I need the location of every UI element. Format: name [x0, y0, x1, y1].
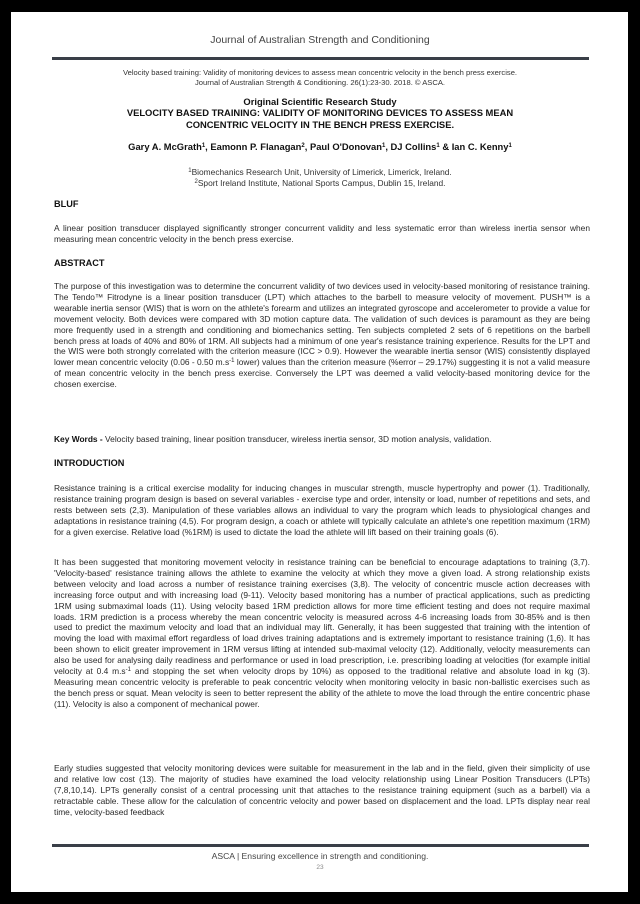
intro-paragraph-1: Resistance training is a critical exercise modality for inducing changes in muscular strength, muscle hypertrophy and power (1). Traditionally, resistance training program design is based on several variables - exercise type and order, intensity or load, number of repetitions and sets, and rests between sets (2,3). Manipulation of these variables allows an individual to vary the program which leads to physiological changes and adaptations in resistance training (4,5). For program design, a coach or athlete will typically calculate an athlete's one repetition maximum (1RM) for a given exercise. Relative load (%1RM) is used to dictate the load the athlete will lift based on their training goals (6).	[54, 483, 590, 537]
citation	[52, 68, 588, 88]
affiliations	[52, 167, 588, 190]
abstract-text: The purpose of this investigation was to determine the concurrent validity of two devices used in velocity-based monitoring of resistance training. The Tendo™ Fitrodyne is a linear position transducer (LPT) which attaches to the barbell to measure velocity of movement. PUSH™ is a wearable inertia sensor (WIS) that is worn on the athlete's forearm and utilizes an integrated gyroscope and accelerometer to provide a value for movement velocity. Both devices were compared with 3D motion capture data. The validation of such devices is paramount as they are being more frequently used in a strength and conditioning and biomechanics setting. Ten subjects completed 2 sets of 6 repetitions on the barbell bench press at loads of 40% and 80% of 1RM. All subjects had a minimum of one year's resistance training experience. Results for the LPT and the WIS were both strongly correlated with the criterion measure (ICC > 0.9). However the wearable inertia sensor (WIS) consistently displayed lower mean concentric velocity (0.06 - 0.50 $m.s^{-1}$ lower) values than the criterion measure (%error – 29.17%) suggesting it is not a valid measure of mean concentric velocity in the bench press exercise. Conversely the LPT was deemed a valid velocity-based monitoring device for the chosen exercise.	[54, 281, 590, 390]
keywords-label: Key Words -	[54, 434, 103, 444]
journal-page	[11, 12, 628, 892]
keywords-text: Velocity based training, linear position transducer, wireless inertia sensor, 3D motion analysis, validation.	[102, 434, 492, 444]
author: Gary A. McGrath$^1$,	[128, 141, 211, 152]
citation-line-2: Journal of Australian Strength & Conditioning. 26(1):23-30. 2018. © ASCA.	[194, 78, 445, 87]
abstract-heading: ABSTRACT	[54, 258, 105, 268]
author: Paul O'Donovan$^1$,	[309, 141, 391, 152]
title-line-1: VELOCITY BASED TRAINING: VALIDITY OF MONITORING DEVICES TO ASSESS MEAN	[126, 107, 514, 118]
author-list	[52, 141, 588, 152]
affiliation: $^2$Sport Ireland Institute, National Sports Campus, Dublin 15, Ireland.	[194, 178, 446, 189]
bluf-heading: BLUF	[54, 199, 79, 209]
footer-rule	[52, 844, 589, 847]
author: Eamonn P. Flanagan$^2$,	[210, 141, 310, 152]
author: Ian C. Kenny$^1$	[451, 141, 512, 152]
affiliation: $^1$Biomechanics Research Unit, University of Limerick, Limerick, Ireland.	[188, 167, 452, 177]
citation-line-1: Velocity based training: Validity of monitoring devices to assess mean concentric velocity in the bench press exercise.	[122, 68, 518, 77]
title-line-2: CONCENTRIC VELOCITY IN THE BENCH PRESS EXERCISE.	[185, 118, 455, 130]
running-head: Journal of Australian Strength and Conditioning	[210, 34, 430, 46]
introduction-heading: INTRODUCTION	[54, 458, 125, 468]
study-type: Original Scientific Research Study	[243, 96, 397, 107]
page-number: 23	[316, 864, 324, 871]
keywords	[54, 434, 590, 445]
bluf-text: A linear position transducer displayed significantly stronger concurrent validity and less systematic error than wireless inertia sensor when measuring mean concentric velocity in the bench press exercise.	[54, 223, 590, 244]
author: DJ Collins$^1$ &	[390, 141, 452, 152]
header-rule	[52, 57, 589, 60]
paper-title	[52, 107, 588, 130]
footer-text: ASCA | Ensuring excellence in strength and conditioning.	[211, 851, 429, 861]
intro-paragraph-3: Early studies suggested that velocity monitoring devices were suitable for measurement in the lab and in the field, given their simplicity of use and relative low cost (13). The majority of studies have examined the load velocity relationship using Linear Position Transducers (LPTs) (7,8,10,14). LPTs generally consist of a central processing unit that attaches to the resistance training equipment (such as a barbell) via a retractable cable. These allow for the calculation of concentric velocity and power based on displacement and the load. LPTs display near real time, velocity-based feedback	[54, 763, 590, 817]
intro-paragraph-2: It has been suggested that monitoring movement velocity in resistance training can be beneficial to encourage adaptations to training (3,7). 'Velocity-based' resistance training allows the athlete to examine the velocity at which they move a given load. A strong relationship exists between velocity and load across a number of resistance training exercises (3,8). The velocity of concentric muscle action decreases with increasing force output and with increasing load (9-11). Velocity based monitoring has a number of practical applications, such as predicting 1RM using submaximal loads (11). Using velocity based 1RM prediction allows for more time efficient testing and does not require maximal loads. 1RM prediction is a process whereby the mean concentric velocity is measured across 4-6 increasing loads from 30-85% and is then used to predict the maximum velocity and load that an individual may lift. Generally, it has been suggested that training with the intention of moving the load with maximal effort regardless of load drives training adaptations and is extremely important to resistance training (1,6). It has been shown to elicit greater improvement in 1RM versus lifting at intended sub-maximal velocity (12). Additionally, velocity measurements can also be used for analysing daily readiness and performance or used in load prescription, i.e. prescribing loading at velocities (for example initial velocity at 0.4 $m.s^{-1}$ and stopping the set when velocity drops by 10%) as opposed to the traditional relative and absolute load in kg (3). Measuring mean concentric velocity is preferable to peak concentric velocity when monitoring velocity in basic non-ballistic exercises such as the bench press or squat. Mean velocity is seen to better represent the ability of the athlete to move the load through the entire concentric phase (11). Velocity is also a component of mechanical power.	[54, 557, 590, 709]
